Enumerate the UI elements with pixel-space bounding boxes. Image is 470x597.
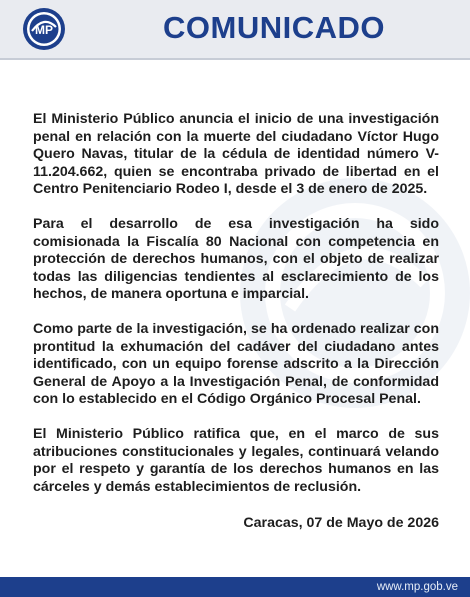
page-title: COMUNICADO [163, 10, 385, 45]
paragraph-4: El Ministerio Público ratifica que, en el marco de sus atribuciones constitucionales y legales, continuará velando por el respeto y garantía de los derechos humanos en las cárceles y demás establecimientos de reclusión. [33, 425, 439, 495]
footer-bar [0, 577, 470, 597]
paragraph-2: Para el desarrollo de esa investigación ha sido comisionada la Fiscalía 80 Nacional con competencia en protección de derechos humanos, con el objeto de realizar todas las diligencias tendientes al esclarecimiento de los hechos, de manera oportuna e imparcial. [33, 215, 439, 303]
logo-text: MP [35, 23, 53, 37]
paragraph-1: El Ministerio Público anuncia el inicio de una investigación penal en relación con la muerte del ciudadano Víctor Hugo Quero Navas, titular de la cédula de identidad número V-11.204.662, quien se encontraba privado de libertad en el Centro Penitenciario Rodeo I, desde el 3 de enero de 2025. [33, 111, 439, 198]
header-bar [0, 0, 470, 60]
ministerio-publico-logo-icon [22, 7, 66, 51]
footer-website-link[interactable]: www.mp.gob.ve [376, 581, 458, 593]
place-date-signoff: Caracas, 07 de Mayo de 2026 [243, 515, 439, 531]
paragraph-3: Como parte de la investigación, se ha ordenado realizar con prontitud la exhumación del cadáver del ciudadano antes identificado, con un equipo forense adscrito a la Dirección General de Apoyo a la Investigación Penal, de conformidad con lo establecido en el Código Orgánico Procesal Penal. [33, 320, 439, 408]
communique-body [33, 111, 439, 496]
